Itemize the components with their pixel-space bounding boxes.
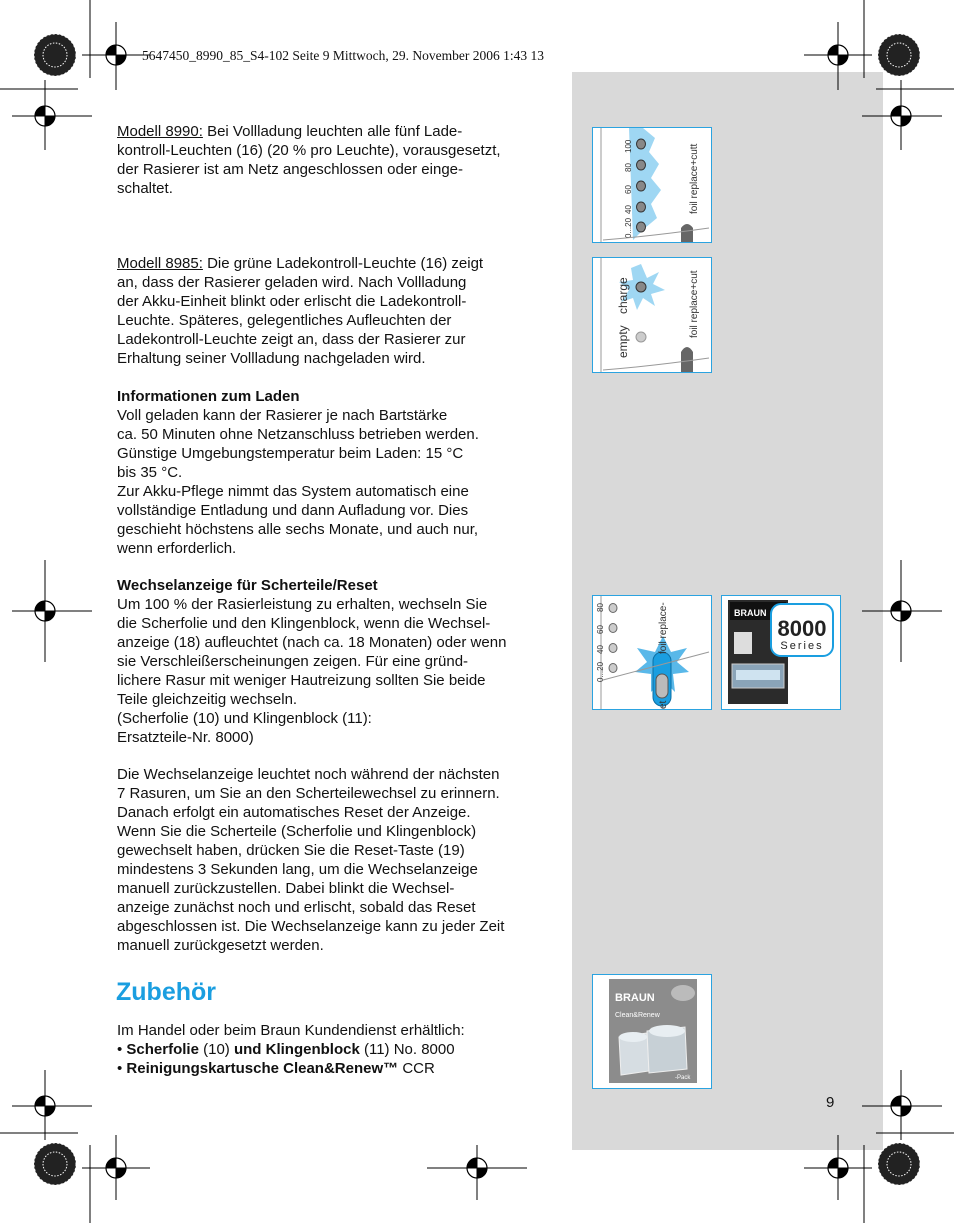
figure-charge-empty-art bbox=[593, 258, 711, 372]
figure-8000-pack bbox=[721, 595, 841, 710]
svg-text:foil replace-: foil replace- bbox=[658, 602, 669, 654]
zubehoer-item-2: • Reinigungskartusche Clean&Renew™ CCR bbox=[117, 1060, 435, 1077]
svg-text:40: 40 bbox=[596, 645, 605, 654]
section-zubehoer bbox=[117, 1021, 557, 1078]
figure-charge-leds bbox=[592, 127, 712, 243]
pack-model: 8000 bbox=[777, 616, 827, 641]
wechsel-text-2: Die Wechselanzeige leuchtet noch während der nächsten 7 Rasuren, um Sie an den Scherteilewechsel zu erinnern. Danach erfolgt ein automatisches Reset der Anzeige. Wenn Sie die Scherteile (Scherfolie und Klingenblock) gewechselt haben, drücken Sie die Reset-Taste (19) mindestens 3 Sekunden lang, um die Wechselanzeige manuell zurückzustellen. Dabei blinkt die Wechsel- anzeige zunächst noch und erlischt, sobald das Reset abgeschlossen ist. Die Wechselanzeige kann zu jeder Zeit manuell zurückgesetzt werden. bbox=[117, 766, 505, 954]
svg-text:0...20: 0...20 bbox=[624, 217, 633, 238]
figure-clean-renew bbox=[592, 974, 712, 1089]
pack-series: Series bbox=[780, 640, 824, 652]
svg-text:60: 60 bbox=[596, 625, 605, 634]
figure-reset-indicator-art bbox=[593, 596, 711, 709]
modell-8985-text: Die grüne Ladekontroll-Leuchte (16) zeigt an, dass der Rasierer geladen wird. Nach Vollladung der Akku-Einheit blinkt oder erlischt die Ladekontroll- Leuchte. Späteres, gelegentliches Aufleuchten der Ladekontroll-Leuchte zeigt an, dass der Rasierer zur Erhaltung seiner Vollladung nachgeladen wird. bbox=[117, 255, 484, 367]
clean-brand: BRAUN bbox=[615, 992, 655, 1004]
svg-text:100: 100 bbox=[624, 139, 633, 153]
modell-8990-label: Modell 8990: bbox=[117, 123, 203, 140]
section-modell-8990 bbox=[117, 122, 557, 198]
zubehoer-item-1: • Scherfolie (10) und Klingenblock (11) No. 8000 bbox=[117, 1041, 455, 1058]
section-modell-8985 bbox=[117, 254, 557, 368]
figure-clean-renew-art bbox=[593, 975, 711, 1088]
figure-charge-empty bbox=[592, 257, 712, 373]
svg-text:80: 80 bbox=[624, 163, 633, 172]
wechsel-heading: Wechselanzeige für Scherteile/Reset bbox=[117, 577, 378, 594]
svg-text:80: 80 bbox=[596, 603, 605, 612]
svg-text:40: 40 bbox=[624, 205, 633, 214]
wechsel-text: Um 100 % der Rasierleistung zu erhalten, wechseln Sie die Scherfolie und den Klingenblock, wenn die Wechsel- anzeige (18) aufleuchtet (nach ca. 18 Monaten) oder wenn sie Verschleißerscheinungen zeigen. Für eine gründ- lichere Rasur mit weniger Hautreizung sollten Sie beide Teile gleichzeitig wechseln. (Scherfolie (10) und Klingenblock (11): Ersatzteile-Nr. 8000) bbox=[117, 596, 507, 746]
modell-8990-text: Bei Vollladung leuchten alle fünf Lade- kontroll-Leuchten (16) (20 % pro Leuchte), vorausgesetzt, der Rasierer ist am Netz angeschlossen oder einge- schaltet. bbox=[117, 123, 501, 197]
svg-text:et: et bbox=[658, 700, 669, 709]
svg-text:empty: empty bbox=[616, 325, 630, 358]
svg-text:charge: charge bbox=[616, 277, 630, 314]
zubehoer-title: Zubehör bbox=[116, 978, 216, 1006]
section-wechsel-2 bbox=[117, 765, 557, 955]
svg-text:foil replace+cut: foil replace+cut bbox=[689, 270, 700, 338]
laden-heading: Informationen zum Laden bbox=[117, 388, 300, 405]
pack-brand: BRAUN bbox=[734, 608, 767, 618]
section-wechsel bbox=[117, 576, 557, 747]
clean-pack: -Pack bbox=[675, 1075, 691, 1081]
laden-text: Voll geladen kann der Rasierer je nach Bartstärke ca. 50 Minuten ohne Netzanschluss betrieben werden. Günstige Umgebungstemperatur beim Laden: 15 °C bis 35 °C. Zur Akku-Pflege nimmt das System automatisch eine vollständige Entladung und dann Aufladung vor. Dies geschieht höchstens alle sechs Monate, und auch nur, wenn erforderlich. bbox=[117, 407, 479, 557]
svg-text:foil replace+cutt: foil replace+cutt bbox=[689, 143, 700, 214]
zubehoer-intro: Im Handel oder beim Braun Kundendienst erhältlich: bbox=[117, 1022, 465, 1039]
modell-8985-label: Modell 8985: bbox=[117, 255, 203, 272]
figure-8000-pack-art bbox=[722, 596, 840, 709]
page-number: 9 bbox=[826, 1094, 835, 1111]
figure-reset-indicator bbox=[592, 595, 712, 710]
svg-text:0...20: 0...20 bbox=[596, 661, 605, 682]
clean-product: Clean&Renew bbox=[615, 1012, 660, 1019]
print-header: 5647450_8990_85_S4-102 Seite 9 Mittwoch, 29. November 2006 1:43 13 bbox=[142, 48, 544, 63]
figure-charge-leds-art bbox=[593, 128, 711, 242]
svg-text:60: 60 bbox=[624, 185, 633, 194]
section-laden bbox=[117, 387, 557, 558]
